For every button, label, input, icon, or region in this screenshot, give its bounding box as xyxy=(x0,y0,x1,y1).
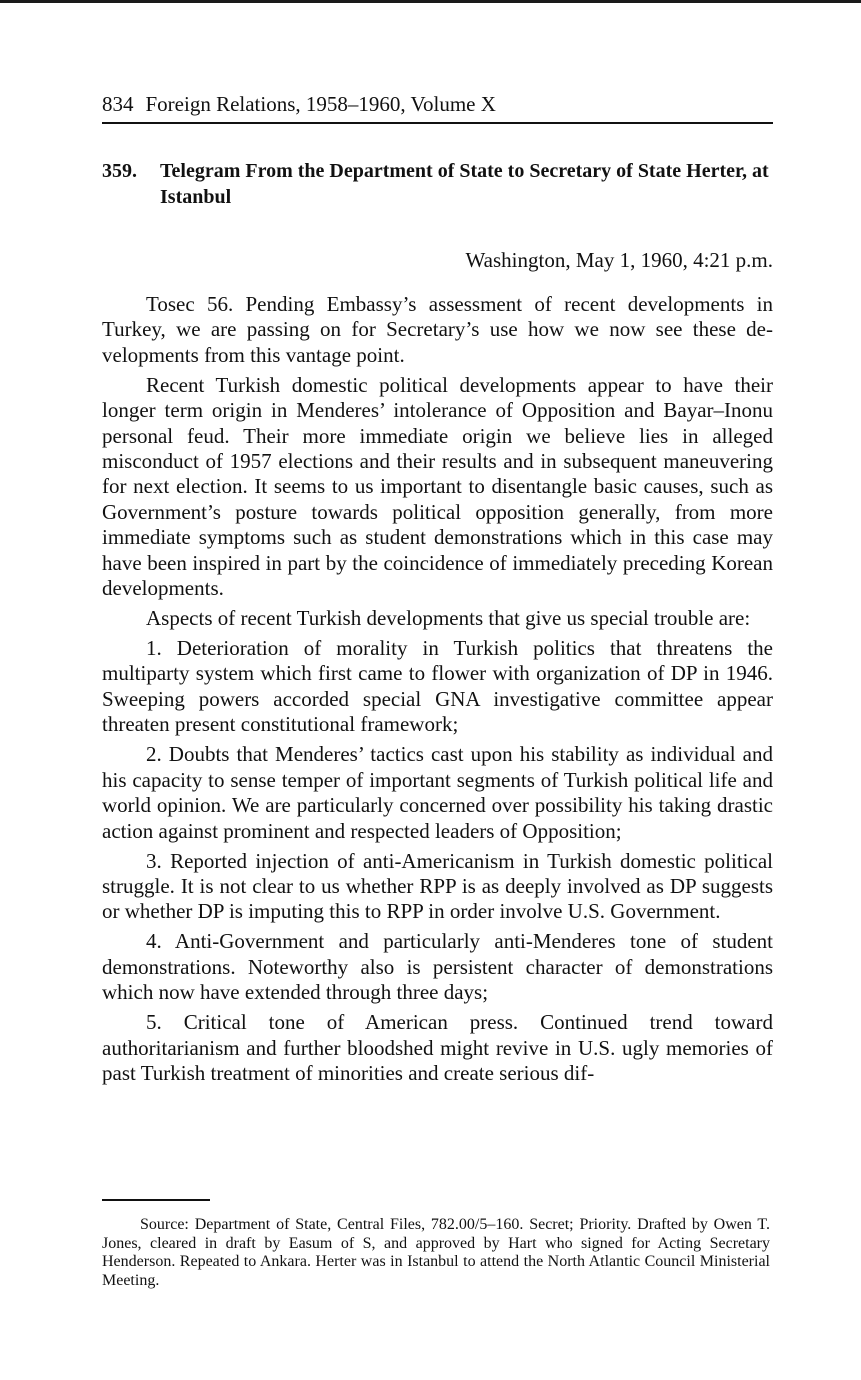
paragraph-item-3: 3. Reported injection of anti-Americanism in Turkish domestic political struggle. It is not clear to us whether RPP is as deeply involved as DP suggests or whether DP is imputing this to RPP in order involve U.S. Government. xyxy=(102,848,773,924)
paragraph-origins: Recent Turkish domestic political developments appear to have their longer term origin in Menderes’ intolerance of Opposition and Bayar–Inonu personal feud. Their more immediate origin we believe lies in alleged misconduct of 1957 elections and their results and in subsequent maneuvering for next election. It seems to us important to disentangle basic causes, such as Government’s posture towards political opposition generally, from more immediate symptoms such as student demonstrations which in this case may have been inspired in part by the coincidence of immediately preceding Korean developments. xyxy=(102,372,773,601)
paragraph-item-5: 5. Critical tone of American press. Continued trend toward authoritarianism and further bloodshed might revive in U.S. ugly memories of past Turkish treatment of minorities and create serious dif- xyxy=(102,1010,773,1085)
dateline: Washington, May 1, 1960, 4:21 p.m. xyxy=(465,248,773,272)
running-head xyxy=(102,90,773,124)
document-title: Telegram From the Department of State to Secretary of State Herter, at Istanbul xyxy=(160,160,769,208)
paragraph-tosec: Tosec 56. Pending Embassy’s assessment of recent developments in Turkey, we are passing on for Secretary’s use how we now see these developments from this vantage point. xyxy=(102,292,773,367)
document-body xyxy=(102,292,773,1086)
paragraph-item-2: 2. Doubts that Menderes’ tactics cast upon his stability as individual and his capacity to sense temper of important segments of Turkish political life and world opinion. We are particularly concerned over possibility his taking drastic action against prominent and respected leaders of Opposition; xyxy=(102,742,773,843)
volume-title: Foreign Relations, 1958–1960, Volume X xyxy=(145,92,496,116)
paragraph-item-1: 1. Deterioration of morality in Turkish politics that threatens the multiparty system which first came to flower with organization of DP in 1946. Sweeping powers accorded special GNA investigative committee appear threaten present constitutional framework; xyxy=(102,636,773,737)
document-heading xyxy=(102,158,773,210)
page-content xyxy=(102,90,773,1086)
page-number: 834 xyxy=(102,92,134,116)
source-footnote: Source: Department of State, Central Files, 782.00/5–160. Secret; Priority. Drafted by Owen T. Jones, cleared in draft by Easum of S, and approved by Hart who signed for Acting Secretary Henderson. Repeated to Ankara. Herter was in Istanbul to attend the North Atlantic Council Ministerial Meeting. xyxy=(102,1216,770,1289)
paragraph-item-4: 4. Anti-Government and particularly anti-Menderes tone of student demonstrations. Noteworthy also is persistent character of demonstrations which now have extended through three days; xyxy=(102,929,773,1005)
paragraph-aspects-intro: Aspects of recent Turkish developments that give us special trouble are: xyxy=(146,606,751,631)
footnote-rule xyxy=(102,1199,210,1201)
top-edge-rule xyxy=(0,0,861,3)
document-number: 359. xyxy=(102,160,137,182)
